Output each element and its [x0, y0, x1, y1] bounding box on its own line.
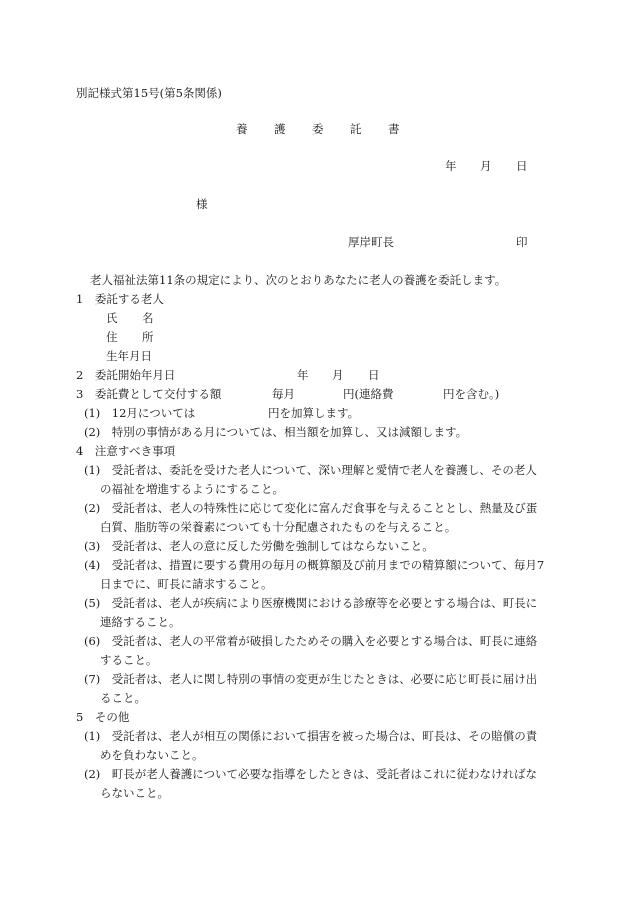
- field-address-a: 住: [106, 330, 118, 344]
- s4-item-1: (1) 受託者は、委託を受けた老人について、深い理解と愛情で老人を養護し、その老人: [84, 463, 537, 477]
- section-3-heading: 3 委託費として交付する額: [76, 387, 222, 401]
- addressee-suffix: 様: [196, 197, 208, 211]
- title-char: 養: [236, 122, 248, 136]
- s4-item-6: (6) 受託者は、老人の平常着が破損したためその購入を必要とする場合は、町長に連絡: [84, 634, 538, 648]
- section-5-heading: 5 その他: [76, 710, 130, 724]
- s4-item-4: (4) 受託者は、措置に要する費用の毎月の概算額及び前月までの精算額について、毎月7: [84, 558, 545, 572]
- document-title: [236, 124, 426, 136]
- section-4-heading: 4 注意すべき事項: [76, 444, 176, 458]
- s4-item-7: (7) 受託者は、老人に関し特別の事情の変更が生じたときは、必要に応じ町長に届け出: [84, 672, 538, 686]
- s4-item-1-cont: の福祉を増進するようにすること。: [100, 482, 284, 496]
- s3-item-2: (2) 特別の事情がある月については、相当額を加算し、又は減額します。: [84, 425, 468, 439]
- start-year-label: 年: [297, 368, 309, 382]
- s5-item-2: (2) 町長が老人養護について必要な指導をしたときは、受託者はこれに従わなければな: [84, 767, 538, 781]
- s5-item-2-cont: らないこと。: [100, 786, 169, 800]
- s4-item-2-cont: 白質、脂肪等の栄養素についても十分配慮されたものを与えること。: [100, 520, 457, 534]
- form-number: 別記様式第15号(第5条関係): [76, 86, 222, 100]
- field-address-b: 所: [142, 330, 154, 344]
- s5-item-1-cont: めを負わないこと。: [100, 748, 204, 762]
- monthly-label: 毎月: [272, 387, 295, 401]
- s4-item-3: (3) 受託者は、老人の意に反した労働を強制してはならないこと。: [84, 539, 434, 553]
- date-day-label: 日: [516, 159, 528, 173]
- date-year-label: 年: [445, 159, 457, 173]
- start-month-label: 月: [332, 368, 344, 382]
- date-month-label: 月: [480, 159, 492, 173]
- s5-item-1: (1) 受託者は、老人が相互の関係において損害を被った場合は、町長は、その賠償の責: [84, 729, 538, 743]
- title-char: 書: [388, 122, 400, 136]
- s4-item-6-cont: すること。: [100, 653, 158, 667]
- field-name-b: 名: [142, 311, 154, 325]
- s4-item-5: (5) 受託者は、老人が疾病により医療機関における診療等を必要とする場合は、町長に: [84, 596, 538, 610]
- s3-item-1-amount: 円を加算します。: [268, 406, 360, 420]
- field-name-a: 氏: [106, 311, 118, 325]
- s4-item-5-cont: 連絡すること。: [100, 615, 181, 629]
- start-day-label: 日: [368, 368, 380, 382]
- section-2-heading: 2 委託開始年月日: [76, 368, 176, 382]
- title-char: 委: [312, 122, 324, 136]
- seal-mark: 印: [516, 235, 528, 249]
- issuer-name: 厚岸町長: [348, 235, 394, 249]
- s4-item-4-cont: 日までに、町長に請求すること。: [100, 577, 273, 591]
- title-char: 護: [274, 122, 286, 136]
- s4-item-2: (2) 受託者は、老人の特殊性に応じて変化に富んだ食事を与えることとし、熱量及び蛋: [84, 501, 538, 515]
- section-1-heading: 1 委託する老人: [76, 292, 164, 306]
- s4-item-7-cont: ること。: [100, 691, 146, 705]
- yen-contact-label: 円(連絡費: [343, 387, 394, 401]
- intro-paragraph: 老人福祉法第11条の規定により、次のとおりあなたに老人の養護を委託します。: [90, 273, 507, 287]
- title-char: 託: [350, 122, 362, 136]
- includes-label: 円を含む。): [443, 387, 500, 401]
- field-birthdate: 生年月日: [106, 349, 152, 363]
- s3-item-1-label: (1) 12月については: [84, 406, 196, 420]
